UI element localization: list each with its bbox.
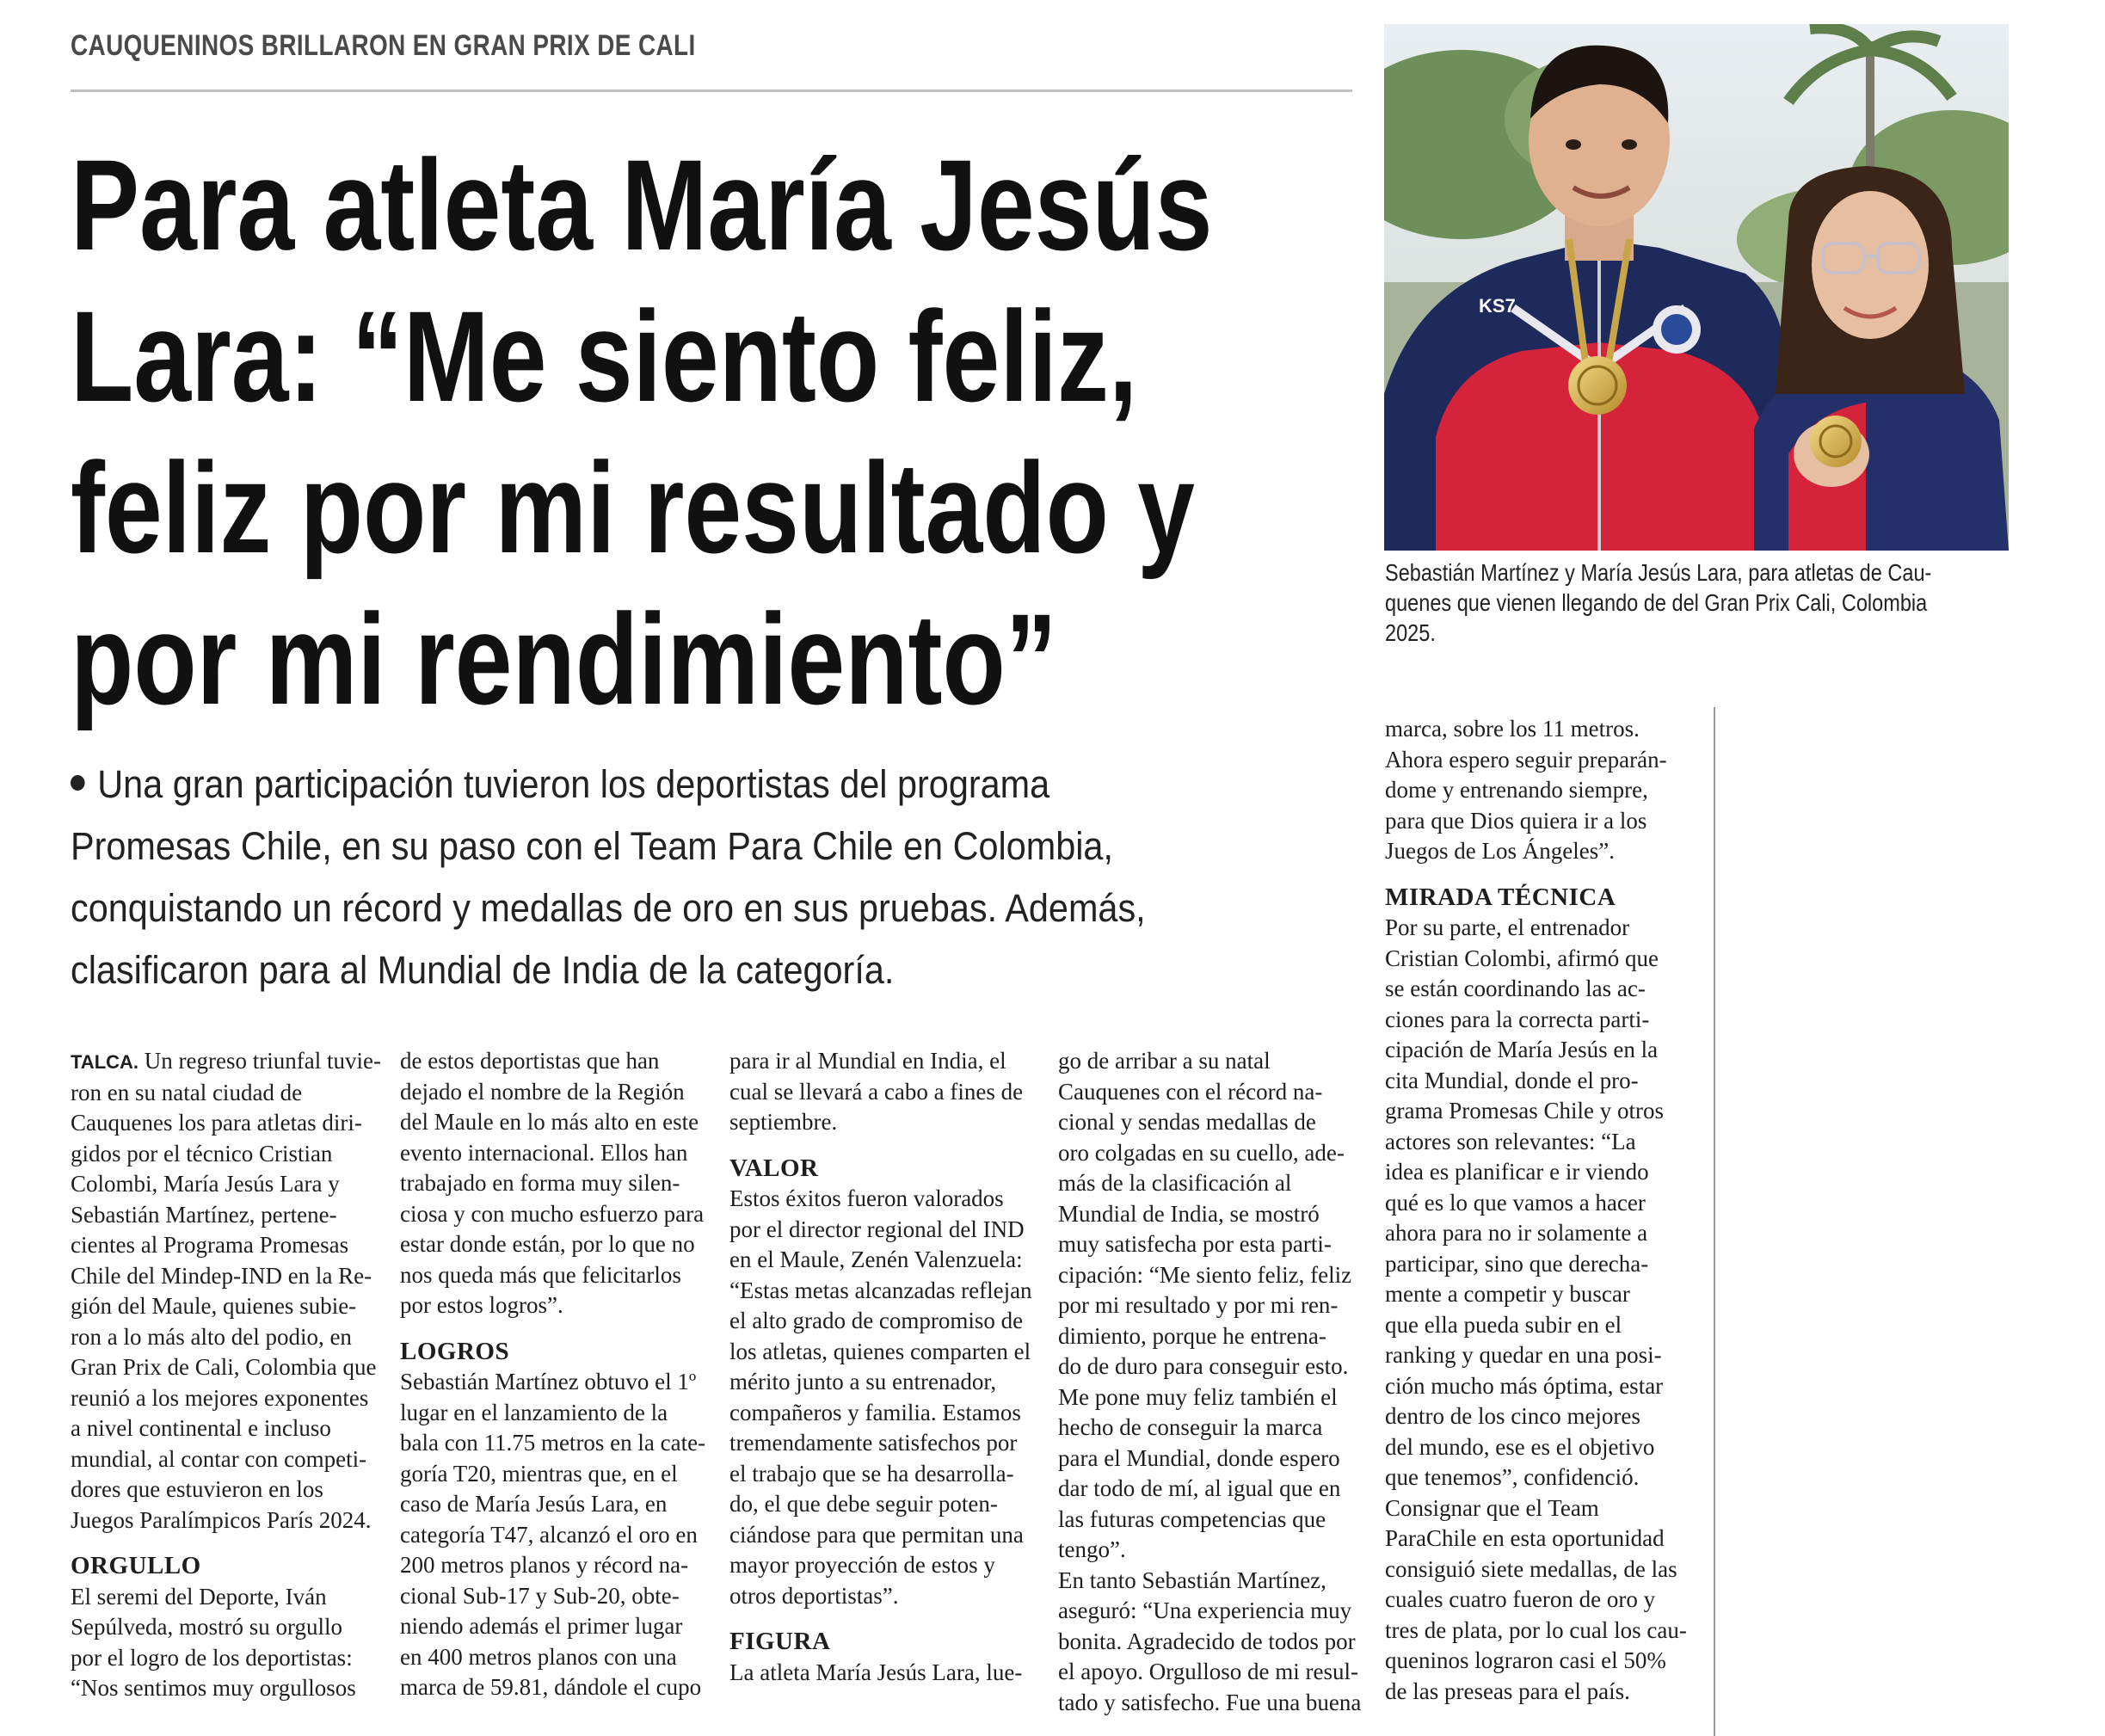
body-line: cional Sub-17 y Sub-20, obte- [400, 1582, 680, 1609]
body-line: Mundial de India, se mostró [1058, 1200, 1320, 1227]
body-line: dome y entrenando siempre, [1385, 777, 1648, 803]
body-line: ción mucho más óptima, estar [1385, 1372, 1664, 1399]
body-line: dar todo de mí, al igual que en [1058, 1475, 1341, 1501]
body-line: cuales cuatro fueron de oro y [1385, 1586, 1656, 1612]
body-line: dejado el nombre de la Región [400, 1078, 685, 1105]
deck-line: Promesas Chile, en su paso con el Team Para Chile en Colombia, [71, 824, 1113, 868]
body-line: oro colgadas en su cuello, ade- [1058, 1139, 1345, 1166]
body-line: dores que estuvieron en los [71, 1476, 323, 1502]
deck-line: Una gran participación tuvieron los deportistas del programa [71, 754, 1273, 816]
body-line: para ir al Mundial en India, el [729, 1048, 1006, 1074]
body-line: nos queda más que felicitarlos [400, 1261, 681, 1288]
body-line: tado y satisfecho. Fue una buena [1058, 1689, 1362, 1715]
deck-line: conquistando un récord y medallas de oro en sus pruebas. Además, [71, 886, 1146, 930]
body-line: goría T20, mientras que, en el [400, 1460, 678, 1487]
subheading-orgullo: ORGULLO [71, 1552, 201, 1579]
body-line: gión del Maule, quienes subie- [71, 1293, 357, 1319]
body-line: do de duro para conseguir esto. [1058, 1353, 1349, 1379]
body-line: mundial, al contar con competi- [71, 1445, 367, 1472]
body-line: bala con 11.75 metros en la cate- [400, 1430, 706, 1456]
body-line: por estos logros”. [400, 1292, 563, 1318]
body-line: ciosa y con mucho esfuerzo para [400, 1200, 705, 1227]
body-line: por el logro de los deportistas: [71, 1644, 353, 1671]
body-line: los atletas, quienes comparten el [729, 1338, 1031, 1364]
body-line: ParaChile en esta oportunidad [1385, 1525, 1665, 1551]
body-line: do, el que debe seguir poten- [729, 1491, 998, 1517]
body-line: Gran Prix de Cali, Colombia que [71, 1354, 377, 1380]
body-line: qué es lo que vamos a hacer [1385, 1189, 1646, 1216]
body-line: reunió a los mejores exponentes [71, 1384, 369, 1411]
body-line: mente a competir y buscar [1385, 1281, 1630, 1307]
body-line: ron en su natal ciudad de [71, 1079, 303, 1105]
subheading-mirada-tecnica: MIRADA TÉCNICA [1385, 883, 1616, 911]
body-line: mayor proyección de estos y [729, 1552, 995, 1578]
subheading-valor: VALOR [729, 1154, 819, 1182]
body-line: gidos por el técnico Cristian [71, 1140, 333, 1167]
body-line: ahora para no ir solamente a [1385, 1220, 1648, 1246]
body-line: go de arribar a su natal [1058, 1048, 1271, 1074]
body-column-2 [400, 1046, 706, 1703]
body-line: para el Mundial, donde espero [1058, 1444, 1340, 1471]
body-line: Por su parte, el entrenador [1385, 914, 1630, 940]
body-line: el alto grado de compromiso de [729, 1308, 1024, 1333]
headline-line: Para atleta María Jesús [71, 132, 1213, 277]
body-line: Cauquenes los para atletas diri- [71, 1110, 362, 1136]
body-line: cipación: “Me siento feliz, feliz [1058, 1261, 1352, 1288]
svg-text:KS7: KS7 [1479, 295, 1516, 317]
body-line: dimiento, porque he entrena- [1058, 1322, 1326, 1349]
body-line: por el director regional del IND [729, 1216, 1025, 1242]
body-line: marca de 59.81, dándole el cupo [400, 1674, 702, 1700]
body-line: queninos lograron casi el 50% [1385, 1647, 1666, 1673]
body-line: Sebastián Martínez obtuvo el 1º [400, 1369, 697, 1394]
body-line: caso de María Jesús Lara, en [400, 1491, 668, 1517]
body-line: TALCA. Un regreso triunfal tuvie- [71, 1048, 381, 1074]
headline-line: por mi rendimiento” [71, 587, 1057, 731]
body-line: Colombi, María Jesús Lara y [71, 1171, 340, 1197]
body-line: en el Maule, Zenén Valenzuela: [729, 1247, 1023, 1272]
body-line: marca, sobre los 11 metros. [1385, 716, 1640, 742]
body-line: de las preseas para el país. [1385, 1678, 1630, 1704]
body-line: tremendamente satisfechos por [729, 1430, 1018, 1456]
body-line: ciones para la correcta parti- [1385, 1006, 1650, 1032]
body-line: cita Mundial, donde el pro- [1385, 1067, 1639, 1093]
caption-line: 2025. [1385, 619, 1436, 646]
body-line: trabajado en forma muy silen- [400, 1170, 680, 1196]
body-line: Juegos Paralímpicos París 2024. [71, 1506, 372, 1533]
headline-line: feliz por mi resultado y [71, 435, 1195, 580]
body-line: Sebastián Martínez, pertene- [71, 1201, 337, 1228]
body-line: Cauquenes con el récord na- [1058, 1078, 1323, 1105]
body-line: más de la clasificación al [1058, 1170, 1292, 1196]
body-line: otros deportistas”. [729, 1582, 899, 1609]
body-line: consiguió siete medallas, de las [1385, 1555, 1677, 1582]
body-line: dentro de los cinco mejores [1385, 1403, 1640, 1429]
body-column-4 [1058, 1046, 1362, 1718]
body-line: en 400 metros planos con una [400, 1643, 677, 1670]
subheading-logros: LOGROS [400, 1337, 510, 1365]
body-line: “Estas metas alcanzadas reflejan [729, 1277, 1032, 1303]
body-line: por mi resultado y por mi ren- [1058, 1292, 1339, 1318]
body-line: Estos éxitos fueron valorados [729, 1185, 1004, 1211]
column-divider [1714, 707, 1715, 1736]
body-line: bonita. Agradecido de todos por [1058, 1628, 1356, 1654]
body-line: La atleta María Jesús Lara, lue- [729, 1659, 1023, 1685]
body-line: grama Promesas Chile y otros [1385, 1098, 1664, 1123]
body-line: a nivel continental e incluso [71, 1415, 331, 1441]
body-line: estar donde están, por lo que no [400, 1231, 695, 1257]
lead-deck [71, 754, 1378, 1001]
body-line: actores son relevantes: “La [1385, 1128, 1636, 1154]
body-line: las futuras competencias que [1058, 1505, 1326, 1532]
body-line: participar, sino que derecha- [1385, 1250, 1649, 1277]
deck-line: clasificaron para al Mundial de India de la categoría. [71, 948, 895, 992]
headline [71, 129, 1364, 735]
body-line: del Maule en lo más alto en este [400, 1109, 699, 1135]
body-line: En tanto Sebastián Martínez, [1058, 1567, 1326, 1593]
body-line: cientes al Programa Promesas [71, 1232, 349, 1258]
body-line: cipación de María Jesús en la [1385, 1037, 1659, 1062]
body-line: hecho de conseguir la marca [1058, 1414, 1323, 1440]
body-line: el trabajo que se ha desarrolla- [729, 1460, 1014, 1487]
body-line: tengo”. [1058, 1536, 1126, 1562]
subheading-figura: FIGURA [729, 1628, 831, 1655]
body-line: cional y sendas medallas de [1058, 1109, 1316, 1135]
body-line: cual se llevará a cabo a fines de [729, 1078, 1024, 1105]
body-line: 200 metros planos y récord na- [400, 1552, 689, 1578]
caption-line: quenes que vienen llegando de del Gran Prix Cali, Colombia [1385, 589, 1928, 616]
athletes-photo [1384, 24, 2009, 551]
body-line: Juegos de Los Ángeles”. [1385, 838, 1615, 864]
body-line: para que Dios quiera ir a los [1385, 807, 1647, 834]
body-line: Ahora espero seguir preparán- [1385, 746, 1667, 773]
body-line: que tenemos”, confidenció. [1385, 1464, 1640, 1490]
photo-caption [1385, 557, 2039, 648]
body-column-5 [1385, 714, 1687, 1707]
section-kicker: CAUQUENINOS BRILLARON EN GRAN PRIX DE CALI [71, 29, 696, 62]
body-line: niendo además el primer lugar [400, 1613, 683, 1639]
body-line: Sepúlveda, mostró su orgullo [71, 1614, 342, 1640]
body-column-3 [729, 1046, 1032, 1688]
body-line: El seremi del Deporte, Iván [71, 1583, 327, 1610]
body-line: compañeros y familia. Estamos [729, 1399, 1021, 1425]
body-line: mérito junto a su entrenador, [729, 1369, 997, 1394]
body-line: ciándose para que permitan una [729, 1521, 1024, 1548]
bullet-icon [71, 775, 85, 791]
body-line: de estos deportistas que han [400, 1048, 660, 1074]
headline-line: Lara: “Me siento feliz, [71, 284, 1138, 428]
body-line: que ella pueda subir en el [1385, 1311, 1622, 1338]
body-line: “Nos sentimos muy orgullosos [71, 1675, 356, 1701]
kicker-divider [71, 89, 1352, 92]
body-line: septiembre. [729, 1109, 838, 1135]
body-line: categoría T47, alcanzó el oro en [400, 1521, 698, 1548]
body-line: se están coordinando las ac- [1385, 976, 1646, 1001]
body-line: Cristian Colombi, afirmó que [1385, 945, 1659, 971]
dateline: TALCA. [71, 1051, 139, 1073]
body-line: Me pone muy feliz también el [1058, 1383, 1338, 1410]
body-line: Chile del Mindep-IND en la Re- [71, 1262, 372, 1289]
body-line: el apoyo. Orgulloso de mi resul- [1058, 1659, 1358, 1684]
body-line: lugar en el lanzamiento de la [400, 1399, 668, 1425]
body-line: evento internacional. Ellos han [400, 1139, 688, 1166]
body-line: tres de plata, por lo cual los cau- [1385, 1616, 1687, 1643]
body-line: ron a lo más alto del podio, en [71, 1323, 352, 1350]
body-line: aseguró: “Una experiencia muy [1058, 1597, 1352, 1623]
caption-line: Sebastián Martínez y María Jesús Lara, para atletas de Cau- [1385, 559, 1932, 586]
body-line: Consignar que el Team [1385, 1494, 1599, 1521]
body-line: ranking y quedar en una posi- [1385, 1342, 1662, 1368]
body-line: idea es planificar e ir viendo [1385, 1159, 1649, 1185]
body-line: muy satisfecha por esta parti- [1058, 1231, 1332, 1257]
body-line: del mundo, ese es el objetivo [1385, 1433, 1655, 1460]
body-column-1 [71, 1046, 381, 1704]
